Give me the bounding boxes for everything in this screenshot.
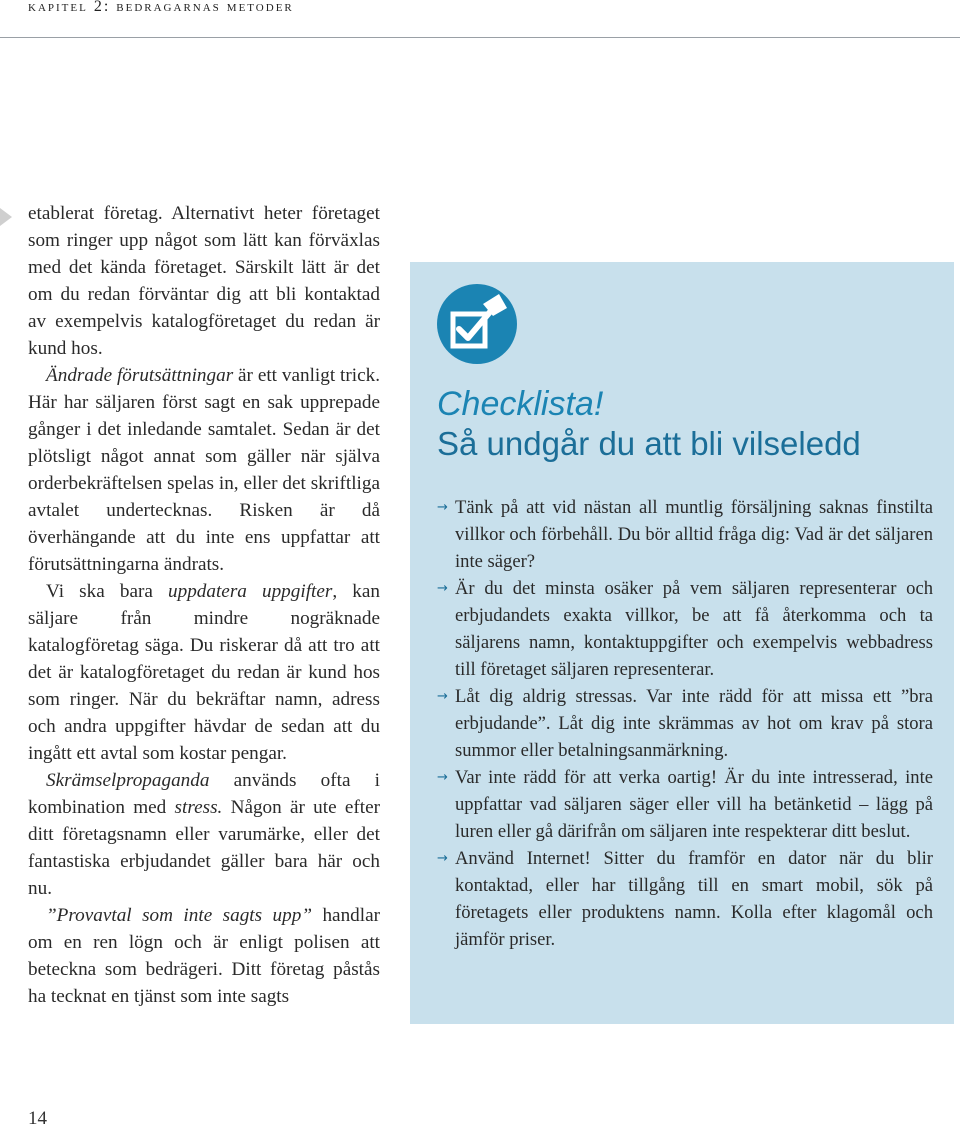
checklist-items bbox=[437, 494, 933, 953]
checklist-sidebar bbox=[410, 262, 954, 1024]
running-head: kapitel 2: bedragarnas metoder bbox=[28, 0, 294, 15]
page-marker-triangle bbox=[0, 208, 12, 226]
arrow-right-icon: → bbox=[437, 689, 448, 704]
arrow-right-icon: → bbox=[437, 770, 448, 785]
body-paragraph-1: etablerat företag. Alternativt heter företaget som ringer upp något som lätt kan förväxlas med det kända företaget. Särskilt lätt är det om du redan förväntar dig att bli kontaktad av exempelvis katalogföretaget du redan är kund hos. bbox=[28, 203, 380, 359]
body-paragraph-2: Ändrade förutsättningar är ett vanligt trick. Här har säljaren först sagt en sak upprepade gånger i det inledande samtalet. Sedan är det plötsligt något annat som gäller när själva orderbekräftelsen spelas in, eller det skriftliga avtalet undertecknas. Risken är då överhängande att du inte ens uppfattar att förutsättningarna ändrats. bbox=[28, 365, 380, 575]
checklist-item: → Är du det minsta osäker på vem säljaren representerar och erbjudandets exakta villkor, be att få återkomma och ta säljarens namn, kontaktuppgifter och exempelvis webbadress till företaget säljaren representerar. bbox=[437, 575, 933, 683]
page-number: 14 bbox=[28, 1108, 47, 1129]
body-text-column bbox=[28, 200, 380, 1010]
checklist-subtitle: Så undgår du att bli vilseledd bbox=[437, 425, 861, 462]
checklist-title: Checklista! bbox=[437, 385, 604, 423]
checkbox-pen-icon bbox=[437, 284, 517, 364]
checklist-item: → Använd Internet! Sitter du framför en dator när du blir kontaktad, eller har tillgång till en smart mobil, sök på företagets eller produktens namn. Kolla efter klagomål och jämför priser. bbox=[437, 845, 933, 953]
header-rule bbox=[0, 37, 960, 38]
arrow-right-icon: → bbox=[437, 500, 448, 515]
checklist-item: → Var inte rädd för att verka oartig! Är du inte intresserad, inte uppfattar vad säljaren säger eller vill ha betänketid – lägg på luren eller gå därifrån om säljaren inte respekterar ditt beslut. bbox=[437, 764, 933, 845]
body-paragraph-4: Skrämselpropaganda används ofta i kombination med stress. Någon är ute efter ditt företagsnamn eller varumärke, eller det fantastiska erbjudandet gäller bara här och nu. bbox=[28, 770, 380, 899]
checklist-item: → Tänk på att vid nästan all muntlig försäljning saknas finstilta villkor och förbehåll. Du bör alltid fråga dig: Vad är det säljaren inte säger? bbox=[437, 494, 933, 575]
checklist-badge-icon bbox=[437, 284, 517, 364]
arrow-right-icon: → bbox=[437, 581, 448, 596]
arrow-right-icon: → bbox=[437, 851, 448, 866]
body-paragraph-5: ”Provavtal som inte sagts upp” handlar om en ren lögn och är enligt polisen att beteckna som bedrägeri. Ditt företag påstås ha tecknat en tjänst som inte sagts bbox=[28, 905, 380, 1007]
body-paragraph-3: Vi ska bara uppdatera uppgifter, kan säljare från mindre nogräknade katalogföretag säga. Du riskerar då att tro att det är katalogföretaget du redan är kund hos som ringer. När du bekräftar namn, adress och andra uppgifter hävdar de sedan att du ingått ett avtal som kostar pengar. bbox=[28, 581, 380, 764]
checklist-item: → Låt dig aldrig stressas. Var inte rädd för att missa ett ”bra erbjudande”. Låt dig inte skrämmas av hot om krav på stora summor eller betalningsanmärkning. bbox=[437, 683, 933, 764]
